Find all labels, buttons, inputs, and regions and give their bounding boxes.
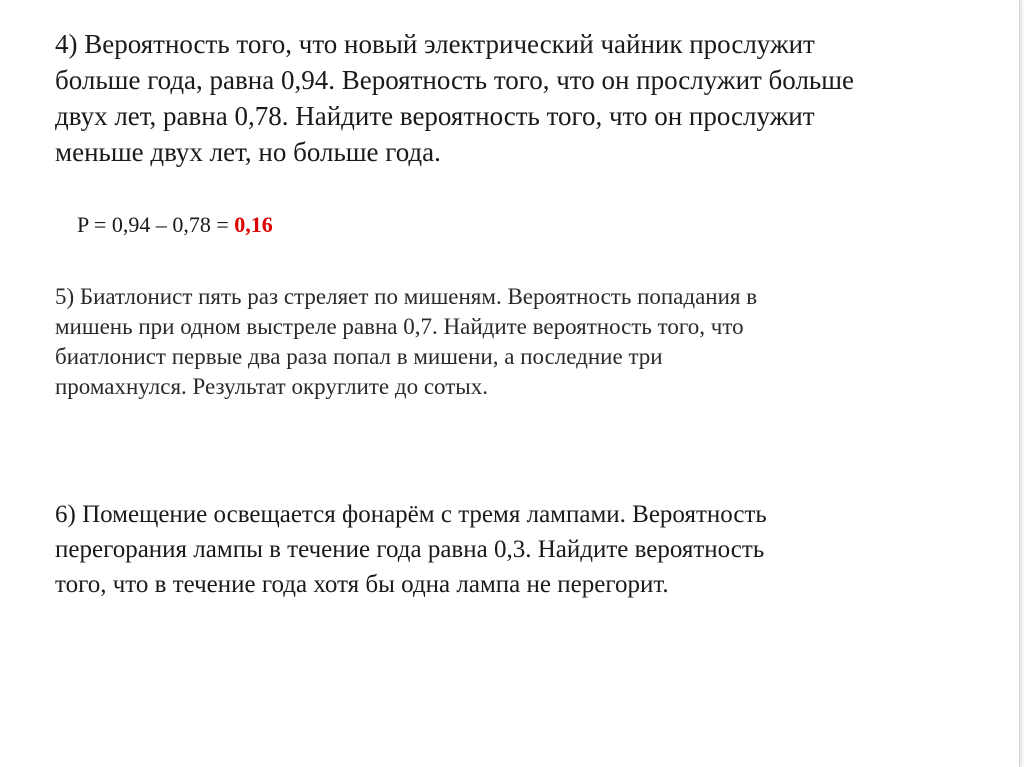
task-5-line: биатлонист первые два раза попал в мишени, а последние три [55, 344, 663, 369]
task-6-text [55, 497, 767, 602]
task-5-line: мишень при одном выстреле равна 0,7. Найдите вероятность того, что [55, 314, 744, 339]
task-4-line: 4) Вероятность того, что новый электрический чайник прослужит [55, 29, 815, 59]
task-4-text [55, 26, 854, 170]
task-6-line: того, что в течение года хотя бы одна лампа не перегорит. [55, 571, 669, 598]
task-6-line: перегорания лампы в течение года равна 0,3. Найдите вероятность [55, 536, 765, 563]
task-5-line: промахнулся. Результат округлите до сотых. [55, 374, 488, 399]
solution-answer: 0,16 [234, 212, 273, 237]
task-4-line: больше года, равна 0,94. Вероятность того, что он прослужит больше [55, 65, 855, 95]
solution-expression: P = 0,94 – 0,78 = [77, 212, 235, 237]
task-4-line: меньше двух лет, но больше года. [55, 137, 441, 167]
task-4-solution [77, 210, 273, 240]
task-4-line: двух лет, равна 0,78. Найдите вероятность того, что он прослужит [55, 101, 815, 131]
task-5-text [55, 282, 757, 402]
task-5-line: 5) Биатлонист пять раз стреляет по мишеням. Вероятность попадания в [55, 284, 758, 309]
task-6-line: 6) Помещение освещается фонарём с тремя лампами. Вероятность [55, 501, 767, 528]
